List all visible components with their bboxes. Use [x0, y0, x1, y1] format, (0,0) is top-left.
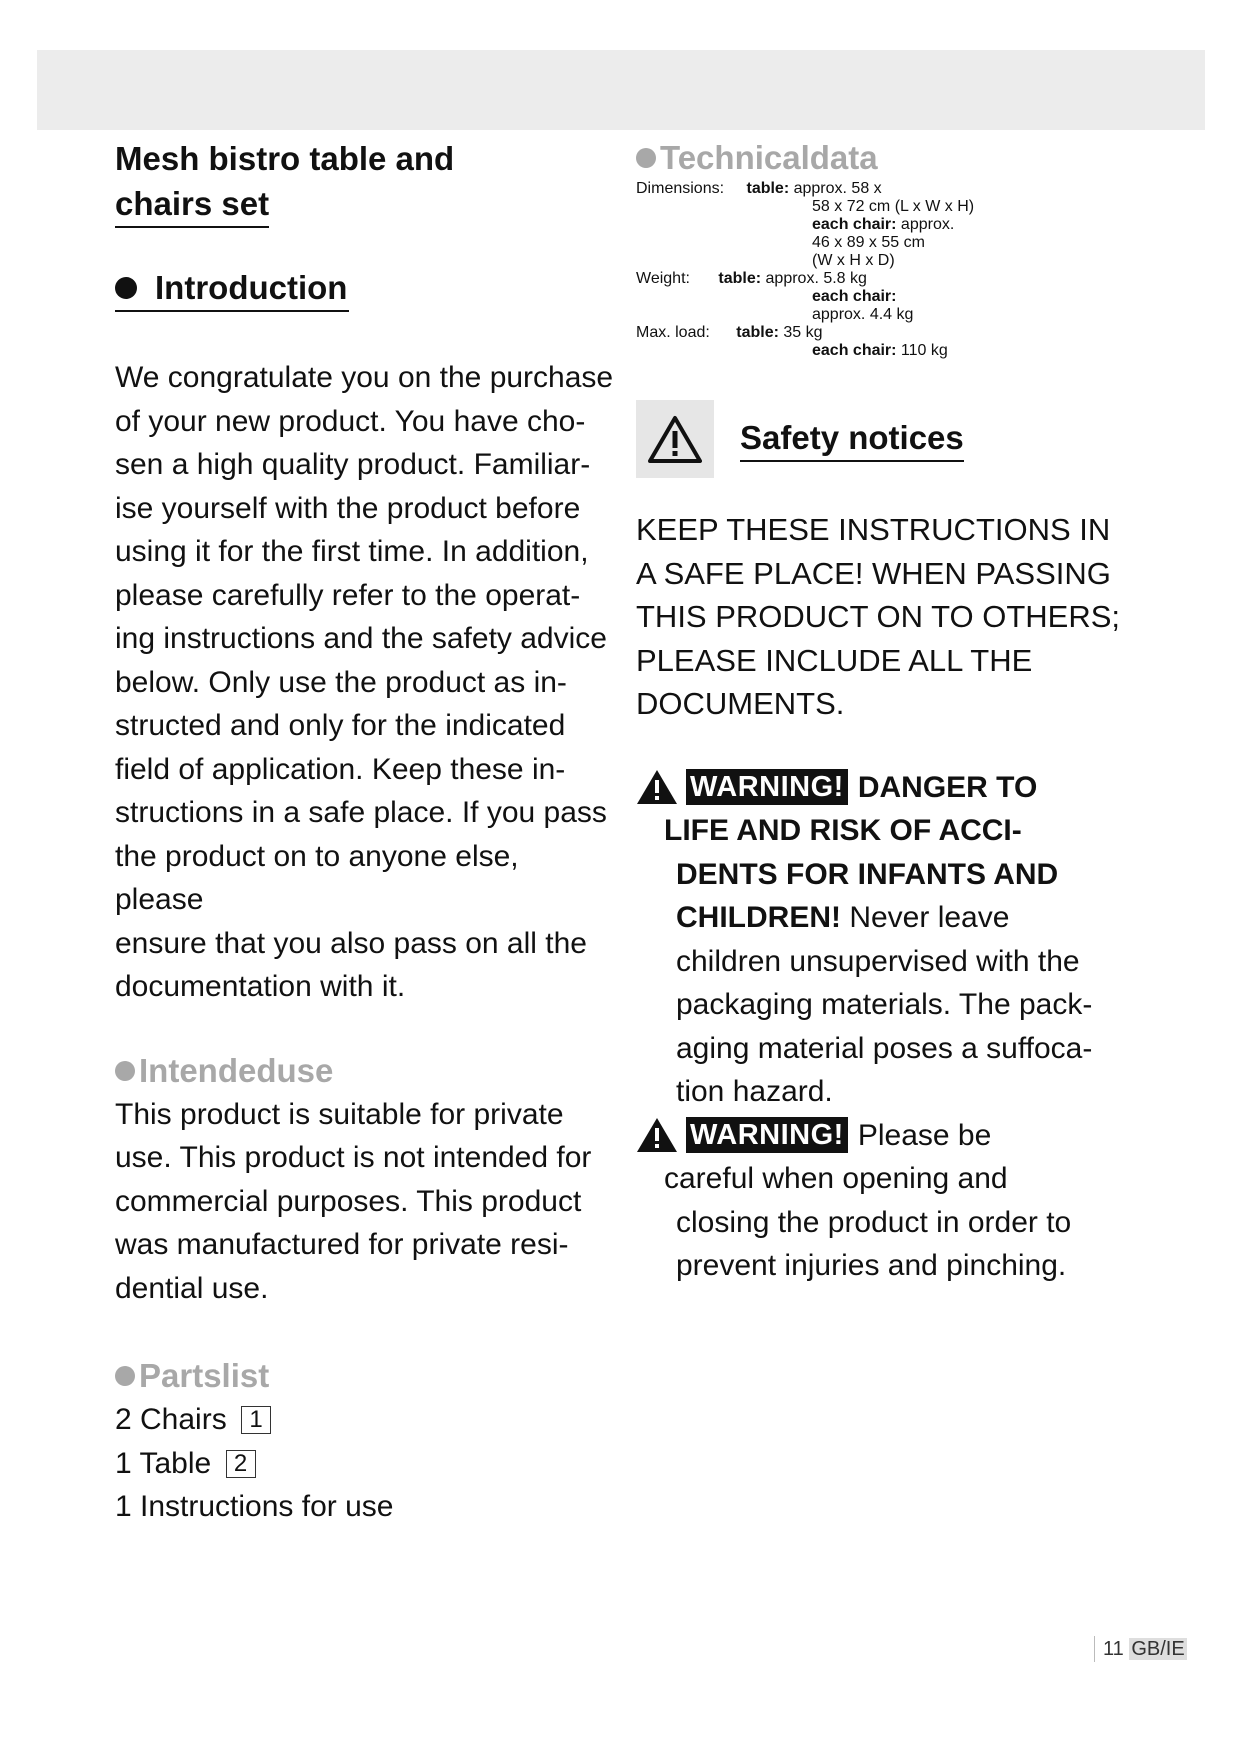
technical-data-table: [636, 180, 1136, 360]
title-line-1: Mesh bistro table and: [115, 140, 455, 177]
parts-list-heading: [115, 1354, 615, 1398]
warning-line: [636, 766, 1136, 810]
bullet-dot-icon: [115, 1366, 135, 1386]
bullet-dot-icon: [636, 148, 656, 168]
list-item: [115, 1485, 615, 1529]
right-column: [636, 136, 1136, 1288]
text-line: closing the product in order to: [676, 1205, 1072, 1239]
text-line: sen a high quality product. Familiar-: [115, 448, 591, 481]
warning-badge: WARNING!: [686, 769, 848, 805]
introduction-text: [115, 356, 615, 1009]
table-load-value: 35 kg: [778, 324, 823, 341]
part-name: 1 Table: [115, 1446, 212, 1480]
text-line: PLEASE INCLUDE ALL THE: [636, 642, 1033, 678]
warning-triangle-icon: [636, 400, 714, 478]
parts-list: [115, 1398, 615, 1529]
chair-load-value: 110 kg: [896, 342, 948, 359]
bullet-dot-icon: [115, 277, 137, 299]
text-line: prevent injuries and pinching.: [676, 1249, 1067, 1282]
text-line: of your new product. You have cho-: [115, 404, 586, 438]
table-dimension-value: approx. 58 x: [789, 180, 882, 197]
text-line: packaging materials. The pack-: [676, 988, 1093, 1021]
text-line: careful when opening and: [664, 1162, 1008, 1195]
figure-ref-box: 2: [226, 1450, 256, 1478]
chair-label: each chair:: [812, 342, 897, 359]
warning-badge: WARNING!: [686, 1117, 848, 1153]
list-item: [115, 1442, 615, 1486]
warning-triangle-icon: [636, 769, 678, 805]
chair-dimension-value: approx.: [896, 216, 955, 233]
list-item: [115, 1398, 615, 1442]
table-label: table:: [736, 324, 779, 341]
text-line: structed and only for the indicated: [115, 709, 566, 742]
text-line: ise yourself with the product before: [115, 491, 581, 525]
chair-label: each chair:: [812, 216, 897, 233]
text-line: field of application. Keep these in-: [115, 752, 566, 786]
warning-triangle-icon: [636, 1117, 678, 1153]
text-line: using it for the first time. In addition,: [115, 535, 589, 568]
warning-line: [636, 1114, 1136, 1158]
weight-row: [636, 270, 1136, 288]
table-weight-value: approx. 5.8 kg: [761, 270, 867, 287]
weight-label: Weight:: [636, 270, 690, 287]
safety-notices-heading: [636, 400, 1136, 478]
text-line: THIS PRODUCT ON TO OTHERS;: [636, 599, 1120, 634]
dimensions-row: [636, 180, 1136, 198]
page-number: [1094, 1636, 1187, 1662]
chair-dimension-axes: (W x H x D): [812, 252, 895, 269]
text-line: documentation with it.: [115, 970, 406, 1003]
warning-bold-text: CHILDREN!: [676, 901, 841, 934]
chair-label: each chair:: [812, 288, 897, 305]
intended-use-heading-text: Intendeduse: [139, 1051, 334, 1089]
technical-data-heading-text: Technicaldata: [660, 139, 878, 176]
part-name: 1 Instructions for use: [115, 1490, 394, 1523]
text-line: ensure that you also pass on all the: [115, 926, 587, 960]
warning-bold-text: DANGER TO: [857, 770, 1038, 804]
text-line: aging material poses a suffoca-: [676, 1031, 1093, 1065]
intended-use-text: [115, 1093, 615, 1311]
chair-weight-value: approx. 4.4 kg: [812, 306, 914, 323]
safety-notices-title: Safety notices: [740, 416, 964, 462]
text-line: use. This product is not intended for: [115, 1141, 592, 1174]
text-line: commercial purposes. This product: [115, 1184, 582, 1218]
keep-instructions-notice: [636, 508, 1136, 726]
chair-dimension-row: [636, 216, 1136, 234]
text-line: the product on to anyone else, please: [115, 839, 519, 916]
text-line: below. Only use the product as in-: [115, 665, 567, 699]
warning-bold-text: DENTS FOR INFANTS AND: [676, 857, 1059, 891]
figure-ref-box: 1: [241, 1406, 271, 1434]
chair-load-row: [636, 342, 1136, 360]
document-title: [115, 136, 615, 228]
part-name: 2 Chairs: [115, 1403, 227, 1436]
introduction-heading: [115, 266, 349, 312]
text-line: children unsupervised with the: [676, 944, 1080, 978]
bullet-dot-icon: [115, 1061, 135, 1081]
text-line: We congratulate you on the purchase: [115, 361, 614, 394]
introduction-heading-text: Introduction: [155, 269, 348, 306]
table-label: table:: [718, 270, 762, 287]
header-band: [37, 50, 1205, 130]
text-line: dential use.: [115, 1271, 269, 1305]
table-dimension-value-cont: 58 x 72 cm (L x W x H): [812, 198, 975, 215]
text-line: DOCUMENTS.: [636, 686, 845, 721]
dimensions-label: Dimensions:: [636, 180, 725, 197]
title-line-2: chairs set: [115, 181, 269, 228]
warning-text: Please be: [857, 1118, 992, 1152]
text-line: tion hazard.: [676, 1075, 833, 1108]
text-line: This product is suitable for private: [115, 1097, 564, 1131]
text-line: structions in a safe place. If you pass: [115, 796, 607, 829]
text-line: A SAFE PLACE! WHEN PASSING: [636, 555, 1111, 591]
technical-data-heading: [636, 136, 1136, 180]
page-number-value: 11: [1103, 1638, 1124, 1660]
page-region: GB/IE: [1131, 1638, 1185, 1660]
warning-bold-text: LIFE AND RISK OF ACCI-: [664, 814, 1022, 847]
intended-use-heading: [115, 1049, 615, 1093]
text-line: KEEP THESE INSTRUCTIONS IN: [636, 512, 1111, 547]
table-label: table:: [746, 180, 790, 197]
chair-dimension-value-cont: 46 x 89 x 55 cm: [812, 234, 925, 251]
left-column: [115, 136, 615, 1529]
max-load-label: Max. load:: [636, 324, 710, 341]
parts-list-heading-text: Partslist: [139, 1357, 270, 1394]
warning-pinching: [636, 1114, 1136, 1288]
text-line: was manufactured for private resi-: [115, 1228, 569, 1261]
warning-infants: [636, 766, 1136, 1114]
text-line: ing instructions and the safety advice: [115, 622, 607, 655]
warning-text: Never leave: [841, 901, 1010, 934]
warning-mixed-line: [636, 896, 1136, 940]
text-line: please carefully refer to the operat-: [115, 578, 581, 612]
max-load-row: [636, 324, 1136, 342]
